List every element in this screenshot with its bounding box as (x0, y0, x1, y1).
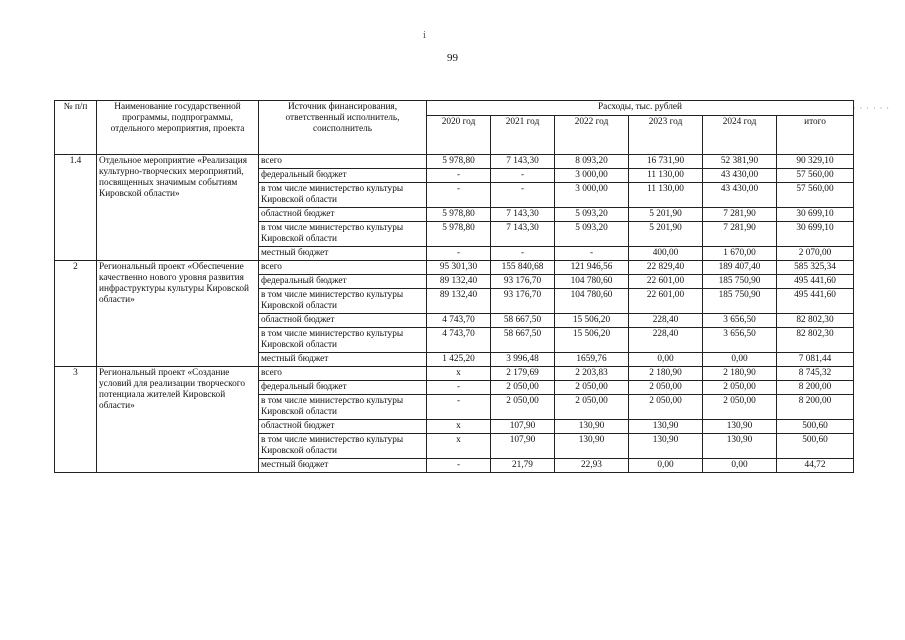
year-value: 2 050,00 (491, 395, 555, 420)
year-value: 155 840,68 (491, 261, 555, 275)
header-year: 2023 год (629, 116, 703, 155)
year-value: 0,00 (629, 459, 703, 473)
year-value: - (491, 169, 555, 183)
total-value: 82 802,30 (777, 314, 854, 328)
funding-source: в том числе министерство культуры Кировской области (259, 395, 427, 420)
year-value: 2 050,00 (703, 395, 777, 420)
section-name: Региональный проект «Создание условий для реализации творческого потенциала жителей Кировской области» (97, 367, 259, 473)
year-value: 104 780,60 (555, 289, 629, 314)
year-value: 185 750,90 (703, 275, 777, 289)
year-value: 11 130,00 (629, 169, 703, 183)
year-value: 130,90 (629, 420, 703, 434)
year-value: 0,00 (629, 353, 703, 367)
year-value: - (427, 459, 491, 473)
scan-dots: · · · · · · (853, 104, 890, 113)
year-value: 89 132,40 (427, 289, 491, 314)
header-year: 2020 год (427, 116, 491, 155)
funding-source: местный бюджет (259, 247, 427, 261)
year-value: 4 743,70 (427, 328, 491, 353)
year-value: 1 425,20 (427, 353, 491, 367)
total-value: 495 441,60 (777, 275, 854, 289)
year-value: 2 203,83 (555, 367, 629, 381)
header-year: 2024 год (703, 116, 777, 155)
year-value: 5 201,90 (629, 208, 703, 222)
year-value: - (427, 169, 491, 183)
total-value: 8 745,32 (777, 367, 854, 381)
funding-source: местный бюджет (259, 459, 427, 473)
total-value: 44,72 (777, 459, 854, 473)
total-value: 585 325,34 (777, 261, 854, 275)
year-value: 3 000,00 (555, 183, 629, 208)
year-value: 8 093,20 (555, 155, 629, 169)
header-row-top (55, 101, 854, 116)
funding-source: в том числе министерство культуры Кировской области (259, 289, 427, 314)
page-number: 99 (447, 52, 458, 64)
year-value: 93 176,70 (491, 275, 555, 289)
year-value: 0,00 (703, 353, 777, 367)
year-value: 228,40 (629, 314, 703, 328)
table-row (55, 367, 854, 381)
year-value: x (427, 434, 491, 459)
header-total: итого (777, 116, 854, 155)
year-value: 3 996,48 (491, 353, 555, 367)
year-value: - (427, 183, 491, 208)
year-value: 3 656,50 (703, 328, 777, 353)
year-value: 2 050,00 (555, 395, 629, 420)
year-value: 22 829,40 (629, 261, 703, 275)
total-value: 2 070,00 (777, 247, 854, 261)
year-value: 11 130,00 (629, 183, 703, 208)
expenses-table (54, 100, 854, 473)
header-year: 2021 год (491, 116, 555, 155)
year-value: 121 946,56 (555, 261, 629, 275)
year-value: 58 667,50 (491, 328, 555, 353)
year-value: 43 430,00 (703, 169, 777, 183)
total-value: 57 560,00 (777, 183, 854, 208)
scan-speck: ⅰ (423, 30, 426, 40)
year-value: 1659,76 (555, 353, 629, 367)
table-row (55, 261, 854, 275)
year-value: 7 281,90 (703, 222, 777, 247)
year-value: 22 601,00 (629, 275, 703, 289)
year-value: 2 180,90 (703, 367, 777, 381)
year-value: 89 132,40 (427, 275, 491, 289)
funding-source: федеральный бюджет (259, 275, 427, 289)
total-value: 8 200,00 (777, 395, 854, 420)
section-number: 2 (55, 261, 97, 367)
year-value: 2 050,00 (629, 381, 703, 395)
section-name: Отдельное мероприятие «Реализация культурно-творческих мероприятий, посвященных значимым событиям Кировской области» (97, 155, 259, 261)
year-value: 5 093,20 (555, 222, 629, 247)
total-value: 30 699,10 (777, 208, 854, 222)
year-value: 185 750,90 (703, 289, 777, 314)
table-body (55, 155, 854, 473)
year-value: 5 978,80 (427, 222, 491, 247)
year-value: 2 180,90 (629, 367, 703, 381)
year-value: - (555, 247, 629, 261)
section-number: 1.4 (55, 155, 97, 261)
year-value: 22,93 (555, 459, 629, 473)
funding-source: в том числе министерство культуры Кировской области (259, 183, 427, 208)
year-value: 2 050,00 (491, 381, 555, 395)
year-value: 58 667,50 (491, 314, 555, 328)
year-value: 3 000,00 (555, 169, 629, 183)
year-value: 21,79 (491, 459, 555, 473)
year-value: 5 093,20 (555, 208, 629, 222)
funding-source: федеральный бюджет (259, 381, 427, 395)
year-value: 5 978,80 (427, 208, 491, 222)
year-value: 22 601,00 (629, 289, 703, 314)
header-expenses: Расходы, тыс. рублей (427, 101, 854, 116)
year-value: 7 143,30 (491, 155, 555, 169)
year-value: 130,90 (555, 434, 629, 459)
year-value: x (427, 367, 491, 381)
year-value: - (427, 395, 491, 420)
funding-source: областной бюджет (259, 314, 427, 328)
total-value: 8 200,00 (777, 381, 854, 395)
year-value: 7 143,30 (491, 208, 555, 222)
total-value: 30 699,10 (777, 222, 854, 247)
funding-source: всего (259, 367, 427, 381)
year-value: - (427, 247, 491, 261)
total-value: 495 441,60 (777, 289, 854, 314)
funding-source: в том числе министерство культуры Кировской области (259, 328, 427, 353)
year-value: 130,90 (703, 420, 777, 434)
funding-source: местный бюджет (259, 353, 427, 367)
year-value: 15 506,20 (555, 328, 629, 353)
year-value: 2 050,00 (629, 395, 703, 420)
year-value: 43 430,00 (703, 183, 777, 208)
year-value: 1 670,00 (703, 247, 777, 261)
total-value: 500,60 (777, 434, 854, 459)
year-value: 95 301,30 (427, 261, 491, 275)
year-value: 130,90 (555, 420, 629, 434)
year-value: 7 143,30 (491, 222, 555, 247)
year-value: 0,00 (703, 459, 777, 473)
header-name: Наименование государственной программы, подпрограммы, отдельного мероприятия, проекта (97, 101, 259, 155)
year-value: - (491, 247, 555, 261)
year-value: 93 176,70 (491, 289, 555, 314)
year-value: 5 201,90 (629, 222, 703, 247)
year-value: 2 050,00 (703, 381, 777, 395)
total-value: 57 560,00 (777, 169, 854, 183)
year-value: 2 179,69 (491, 367, 555, 381)
year-value: - (427, 381, 491, 395)
funding-source: всего (259, 261, 427, 275)
funding-source: в том числе министерство культуры Кировской области (259, 434, 427, 459)
year-value: 15 506,20 (555, 314, 629, 328)
funding-source: областной бюджет (259, 420, 427, 434)
total-value: 82 802,30 (777, 328, 854, 353)
header-source: Источник финансирования, ответственный исполнитель, соисполнитель (259, 101, 427, 155)
year-value: 4 743,70 (427, 314, 491, 328)
year-value: x (427, 420, 491, 434)
section-name: Региональный проект «Обеспечение качественно нового уровня развития инфраструктуры культуры Кировской области» (97, 261, 259, 367)
year-value: 228,40 (629, 328, 703, 353)
total-value: 7 081,44 (777, 353, 854, 367)
year-value: 107,90 (491, 420, 555, 434)
year-value: 104 780,60 (555, 275, 629, 289)
year-value: 400,00 (629, 247, 703, 261)
year-value: 3 656,50 (703, 314, 777, 328)
funding-source: всего (259, 155, 427, 169)
year-value: 2 050,00 (555, 381, 629, 395)
year-value: - (491, 183, 555, 208)
year-value: 130,90 (629, 434, 703, 459)
total-value: 90 329,10 (777, 155, 854, 169)
year-value: 16 731,90 (629, 155, 703, 169)
year-value: 5 978,80 (427, 155, 491, 169)
funding-source: в том числе министерство культуры Кировской области (259, 222, 427, 247)
year-value: 189 407,40 (703, 261, 777, 275)
funding-source: областной бюджет (259, 208, 427, 222)
year-value: 107,90 (491, 434, 555, 459)
year-value: 52 381,90 (703, 155, 777, 169)
section-number: 3 (55, 367, 97, 473)
funding-source: федеральный бюджет (259, 169, 427, 183)
year-value: 130,90 (703, 434, 777, 459)
year-value: 7 281,90 (703, 208, 777, 222)
total-value: 500,60 (777, 420, 854, 434)
header-num: № п/п (55, 101, 97, 155)
header-year: 2022 год (555, 116, 629, 155)
table-row (55, 155, 854, 169)
